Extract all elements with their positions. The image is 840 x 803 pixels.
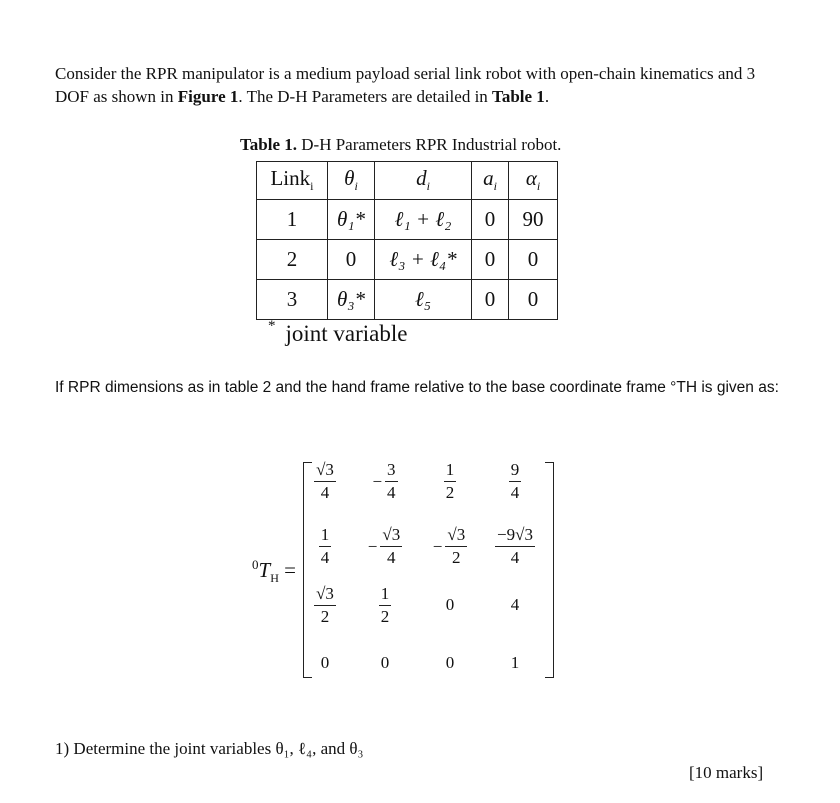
matrix-label-symbol: T	[258, 558, 271, 582]
intro-text-1: Consider the RPR manipulator is a medium payload serial link robot with open-chain kinematics and 3 DOF as shown in	[55, 64, 756, 106]
matrix-value: 0	[445, 653, 455, 672]
fraction-denominator: 4	[510, 483, 520, 502]
fraction-numerator: 1	[444, 459, 457, 482]
matrix-label-subscript: H	[270, 571, 279, 586]
fraction-denominator: 4	[387, 548, 396, 567]
matrix-entry	[475, 653, 555, 673]
table-cell: ℓ₁ + ℓ₂	[375, 200, 472, 240]
matrix-label-superscript: 0	[252, 557, 259, 572]
header-d: $d_i$	[375, 162, 472, 200]
fraction-numerator: 1	[379, 583, 392, 606]
intro-text-2: . The D-H Parameters are detailed in	[238, 87, 493, 106]
table-cell: 0	[509, 280, 558, 320]
fraction	[495, 524, 535, 569]
table-caption-text: D-H Parameters RPR Industrial robot.	[297, 135, 562, 154]
table-cell: 2	[257, 240, 328, 280]
fraction	[509, 459, 522, 504]
fraction	[319, 524, 332, 569]
fraction-denominator: 2	[452, 548, 461, 567]
fraction	[444, 459, 457, 504]
minus-sign: −	[367, 536, 378, 556]
fraction	[379, 583, 392, 628]
intro-text-3: .	[544, 87, 550, 106]
matrix-value: 1	[510, 653, 520, 672]
fraction-denominator: 2	[380, 607, 390, 626]
fraction	[445, 524, 467, 569]
header-theta: $\theta_i$	[328, 162, 375, 200]
matrix-value: 4	[510, 595, 520, 614]
fraction	[314, 459, 336, 504]
header-alpha: $\alpha_i$	[509, 162, 558, 200]
header-link: Link$_i$	[257, 162, 328, 200]
table-cell: θ₃*	[328, 280, 375, 320]
table-cell: 90	[509, 200, 558, 240]
fraction-denominator: 2	[445, 483, 455, 502]
fraction-denominator: 4	[510, 548, 520, 567]
fraction-numerator: −9√3	[495, 524, 535, 547]
problem-intro	[55, 62, 785, 108]
table-footnote	[268, 318, 408, 347]
fraction-numerator: √3	[380, 524, 402, 547]
table-row	[257, 240, 558, 280]
matrix-entry	[475, 595, 555, 615]
matrix-value: 0	[380, 653, 390, 672]
fraction	[385, 459, 398, 504]
table-cell: ℓ₅	[375, 280, 472, 320]
table-caption	[240, 135, 561, 155]
table-row	[257, 200, 558, 240]
question-text: 1) Determine the joint variables θ₁, ℓ₄, and θ₃	[55, 739, 364, 758]
table-cell: ℓ₃ + ℓ₄*	[375, 240, 472, 280]
fraction-numerator: √3	[314, 583, 336, 606]
table-cell: 0	[472, 240, 509, 280]
table-cell: θ₁*	[328, 200, 375, 240]
footnote-text: joint variable	[285, 321, 408, 346]
footnote-asterisk: *	[268, 318, 276, 334]
marks-label: [10 marks]	[689, 763, 764, 782]
table-cell: 0	[509, 240, 558, 280]
equals-sign: =	[284, 558, 296, 582]
matrix-entry	[475, 524, 555, 569]
table-cell: 0	[472, 280, 509, 320]
fraction-numerator: 9	[509, 459, 522, 482]
table-reference: Table 1	[492, 87, 545, 106]
table-cell: 1	[257, 200, 328, 240]
dh-parameter-table	[256, 161, 558, 320]
fraction-denominator: 4	[320, 548, 330, 567]
matrix-value: 0	[445, 595, 455, 614]
matrix-entry	[475, 459, 555, 504]
minus-sign: −	[372, 471, 383, 491]
fraction-denominator: 2	[320, 607, 330, 626]
fraction-numerator: 1	[319, 524, 332, 547]
table-cell: 0	[472, 200, 509, 240]
fraction-numerator: 3	[385, 459, 398, 482]
figure-reference: Figure 1	[177, 87, 239, 106]
table-caption-label: Table 1.	[240, 135, 298, 154]
table-row	[257, 280, 558, 320]
table-header-row	[257, 162, 558, 200]
minus-sign: −	[432, 536, 443, 556]
fraction-denominator: 4	[320, 483, 330, 502]
table-cell: 3	[257, 280, 328, 320]
header-a: $a_i$	[472, 162, 509, 200]
matrix-value: 0	[320, 653, 330, 672]
given-statement: If RPR dimensions as in table 2 and the hand frame relative to the base coordinate frame °TH is given as:	[55, 379, 779, 396]
fraction	[314, 583, 336, 628]
fraction	[380, 524, 402, 569]
fraction-denominator: 4	[387, 483, 396, 502]
fraction-numerator: √3	[445, 524, 467, 547]
fraction-numerator: √3	[314, 459, 336, 482]
table-cell: 0	[328, 240, 375, 280]
